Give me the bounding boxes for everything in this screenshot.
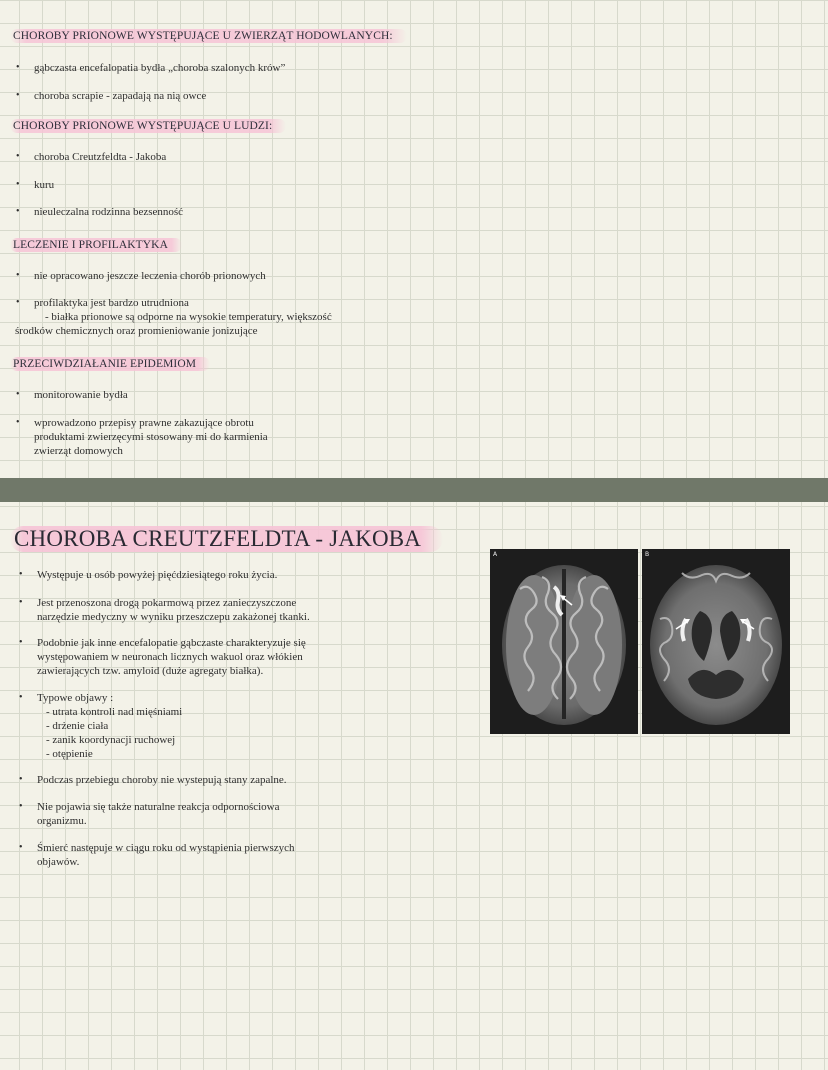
- symptom-item: - zanik koordynacji ruchowej: [46, 734, 176, 746]
- list-item-continuation: objawów.: [37, 856, 80, 868]
- list-item: • Występuje u osób powyżej pięćdziesiątego roku życia.: [19, 569, 278, 581]
- list-item: • wprowadzono przepisy prawne zakazujące obrotu: [16, 417, 254, 429]
- list-item: • choroba Creutzfeldta - Jakoba: [16, 151, 167, 163]
- symptom-item: - drżenie ciała: [46, 720, 109, 732]
- symptom-item: - otępienie: [46, 748, 93, 760]
- heading-epidemic-prevention: PRZECIWDZIAŁANIE EPIDEMIOM: [10, 357, 210, 371]
- symptom-item: - utrata kontroli nad mięśniami: [46, 706, 183, 718]
- mri-scan-a: [490, 549, 638, 734]
- mri-scan-b: [642, 549, 790, 734]
- list-item: • Typowe objawy :: [19, 692, 114, 704]
- list-item: • Nie pojawia się także naturalne reakcja odpornościowa: [19, 801, 280, 813]
- list-item: • Śmierć następuje w ciągu roku od wystąpienia pierwszych: [19, 842, 295, 854]
- image-label: A: [493, 551, 498, 558]
- sub-note-line: środków chemicznych oraz promieniowanie jonizujące: [15, 325, 258, 337]
- heading-livestock-prion-diseases: CHOROBY PRIONOWE WYSTĘPUJĄCE U ZWIERZĄT HODOWLANYCH:: [10, 29, 407, 43]
- list-item: • Podczas przebiegu choroby nie wystepują stany zapalne.: [19, 774, 287, 786]
- list-item-continuation: produktami zwierzęcymi stosowany mi do karmienia: [34, 431, 268, 443]
- heading-treatment-prevention: LECZENIE I PROFILAKTYKA: [10, 238, 182, 252]
- brain-scan-b-graphic: [642, 549, 790, 734]
- list-item-continuation: zawierających tzw. amyloid (duże agregaty białka).: [37, 665, 264, 677]
- list-item-continuation: występowaniem w neuronach licznych wakuol oraz włókien: [37, 651, 303, 663]
- list-item: • choroba scrapie - zapadają na nią owce: [16, 90, 207, 102]
- list-item: • kuru: [16, 179, 55, 191]
- page-divider: [0, 478, 828, 502]
- list-item: • profilaktyka jest bardzo utrudniona: [16, 297, 189, 309]
- list-item-continuation: zwierząt domowych: [34, 445, 123, 457]
- heading-human-prion-diseases: CHOROBY PRIONOWE WYSTĘPUJĄCE U LUDZI:: [10, 119, 286, 133]
- list-item: • nie opracowano jeszcze leczenia chorób prionowych: [16, 270, 266, 282]
- page-title: CHOROBA CREUTZFELDTA - JAKOBA: [10, 526, 443, 552]
- sub-note-line: - białka prionowe są odporne na wysokie temperatury, większość: [45, 311, 332, 323]
- list-item: • Podobnie jak inne encefalopatie gąbczaste charakteryzuje się: [19, 637, 306, 649]
- list-item: • nieuleczalna rodzinna bezsenność: [16, 206, 184, 218]
- list-item: • Jest przenoszona drogą pokarmową przez zanieczyszczone: [19, 597, 297, 609]
- list-item-continuation: organizmu.: [37, 815, 87, 827]
- list-item-continuation: narzędzie medyczny w wyniku przeszczepu zakażonej tkanki.: [37, 611, 310, 623]
- list-item: • gąbczasta encefalopatia bydła „choroba szalonych krów”: [16, 62, 286, 74]
- brain-scan-a-graphic: [490, 549, 638, 734]
- list-item: • monitorowanie bydła: [16, 389, 128, 401]
- image-label: B: [645, 551, 650, 558]
